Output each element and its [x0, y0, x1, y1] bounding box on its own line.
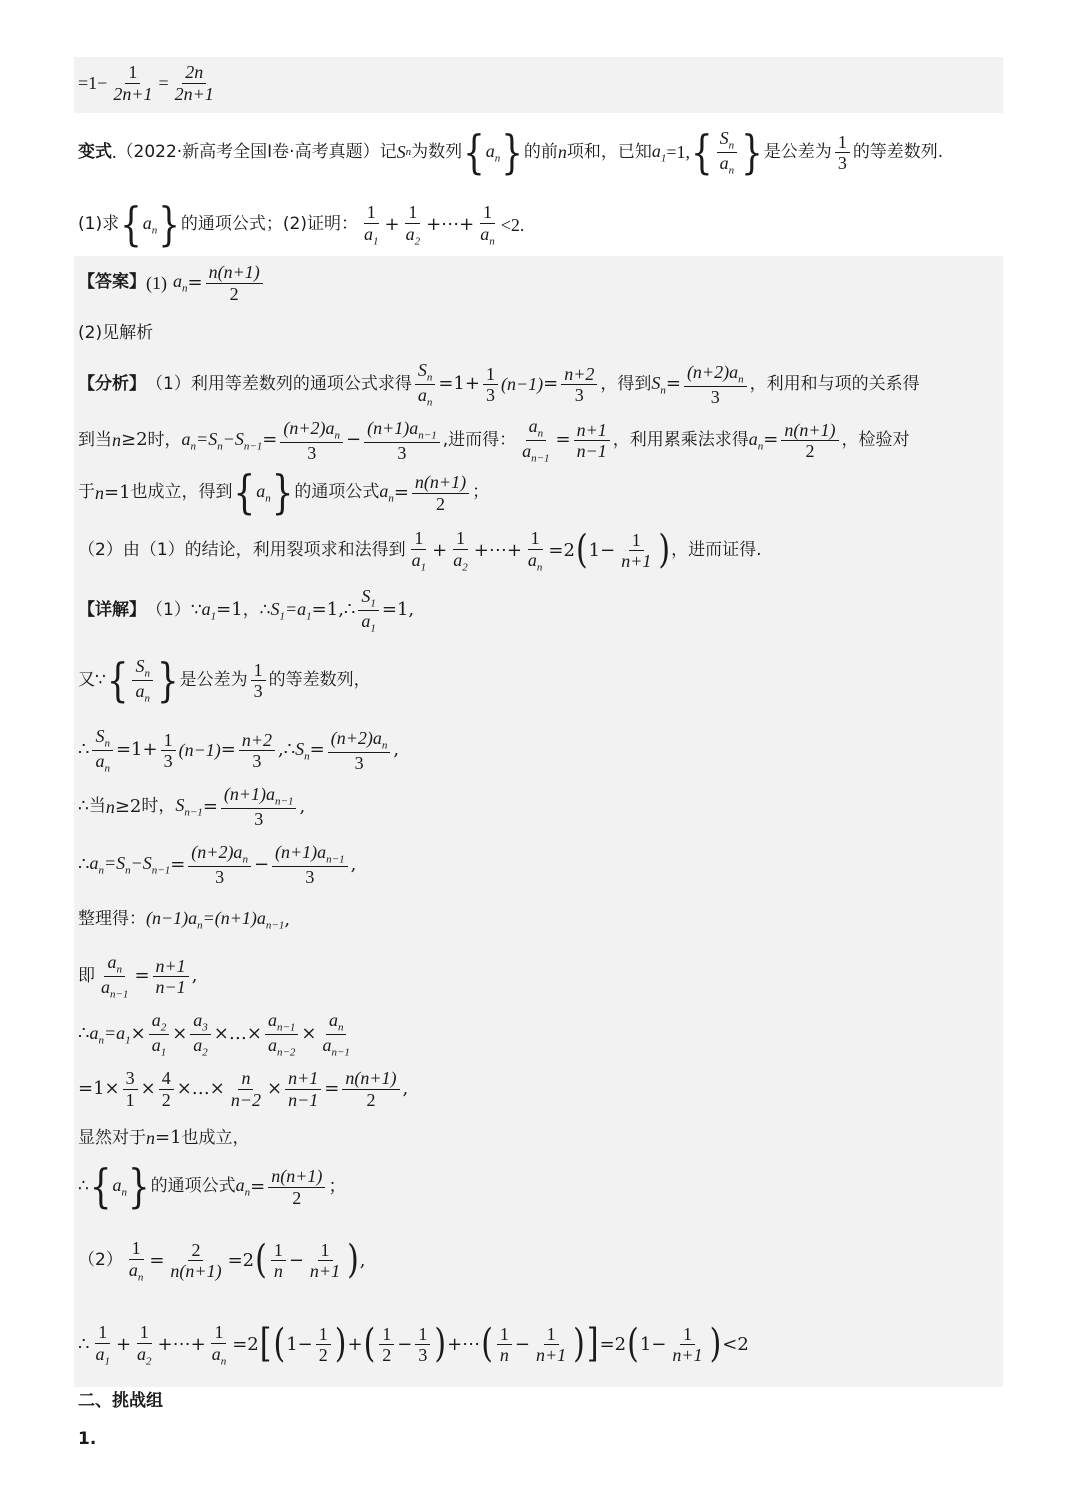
detail-line5: ∴ $a_n=S_n-S_{n-1}$ = $\frac{(n+2)a_n}{3}$ − $\frac{(n+1)a_{n-1}}{3}$ ,: [78, 842, 357, 888]
variant-problem: 变式 . （2022·新高考全国Ⅰ卷·高考真题） 记 S n 为数列 { $a_n$ } 的前 n 项和，已知 $a_1$ =1, { $\frac{S_n}{a_n}$ } 是公差为 $\frac{1}{3}$ 的等差数列.: [78, 125, 944, 180]
analysis-label: 【分析】: [78, 373, 146, 394]
detail-line8: ∴ $a_n=a_1$ × $\frac{a_2}{a_1}$ × $\frac{a_3}{a_2}$ ×…× $\frac{a_{n-1}}{a_{n-2}}$ × $\frac{a_n}{a_{n-1}}$: [78, 1010, 350, 1059]
detail-line9: =1× $\frac{3}{1}$ × $\frac{4}{2}$ ×…× $\frac{n}{n-2}$ × $\frac{n+1}{n-1}$ = $\frac{n(n+1)}{2}$ ,: [78, 1068, 409, 1110]
fraction: $\frac{1}{2n+1}$: [113, 62, 153, 104]
detail-line3: ∴ $\frac{S_n}{a_n}$ =1+ $\frac{1}{3}$ (n−1) = $\frac{n+2}{3}$ ,∴ $S_n$ = $\frac{(n+2)a_n}{3}$ ,: [78, 726, 400, 775]
detail-line7: 即 $\frac{a_n}{a_{n-1}}$ = $\frac{n+1}{n-1}$ ,: [78, 952, 198, 1001]
variant-label: 变式: [78, 141, 112, 162]
fraction: $\frac{2n}{2n+1}$: [174, 62, 214, 104]
detail-line4: ∴当 n ≥2 时， $S_{n-1}$ = $\frac{(n+1)a_{n-1}}{3}$ ,: [78, 784, 306, 830]
analysis-line1: 【分析】 （1）利用等差数列的通项公式求得 $\frac{S_n}{a_n}$ =1+ $\frac{1}{3}$ (n−1) = $\frac{n+2}{3}$ ，得到 $S_n$ = $\frac{(n+2)a_n}{3}$ ，利用和与项的关系得: [78, 360, 920, 409]
detail-line2: 又∵ { $\frac{S_n}{a_n}$ } 是公差为 $\frac{1}{3}$ 的等差数列，: [78, 653, 371, 708]
detail-label: 【详解】: [78, 599, 146, 620]
question-parts: (1)求 { $a_n$ } 的通项公式；(2)证明： $\frac{1}{a_1}$ + $\frac{1}{a_2}$ +⋯+ $\frac{1}{a_n}$ <2.: [78, 197, 525, 252]
detail-line11: ∴ { $a_n$ } 的通项公式 $a_n$ = $\frac{n(n+1)}{2}$ ；: [78, 1160, 347, 1215]
eq-prefix: =1−: [78, 72, 108, 93]
answer-part2: (2)见解析: [78, 323, 154, 343]
detail-line6: 整理得： $(n-1)a_n=(n+1)a_{n-1}$ ,: [78, 908, 291, 932]
detail-line13: ∴ $\frac{1}{a_1}$ + $\frac{1}{a_2}$ +⋯+ $\frac{1}{a_n}$ =2 [ ( 1− $\frac{1}{2}$ ) + ( $\frac{1}{2}$ − $\frac{1}{3}$ ) +⋯ ( $\frac{1}{n}$ − $\frac{1}{n+1}$ ) ] =2 ( 1− $\frac{1}{n+1}$ ) <2: [78, 1321, 749, 1368]
top-equation: =1− $\frac{1}{2n+1}$ = $\frac{2n}{2n+1}$: [78, 62, 220, 104]
answer-label: 【答案】: [78, 272, 146, 293]
detail-line10: 显然对于 n =1 也成立，: [78, 1127, 250, 1148]
analysis-line4: （2）由（1）的结论，利用裂项求和法得到 $\frac{1}{a_1}$ + $\frac{1}{a_2}$ +⋯+ $\frac{1}{a_n}$ =2 ( 1− $\frac{1}{n+1}$ ) ，进而证得.: [78, 527, 762, 574]
detail-line12: （2） $\frac{1}{a_n}$ = $\frac{2}{n(n+1)}$ =2 ( $\frac{1}{n}$ − $\frac{1}{n+1}$ ) ,: [78, 1237, 366, 1284]
answer-line: 【答案】 (1) $a_n$ = $\frac{n(n+1)}{2}$: [78, 262, 266, 304]
detail-line1: 【详解】 （1）∵ $a_1$ =1 ，∴ $S_1=a_1$ =1,∴ $\frac{S_1}{a_1}$ =1,: [78, 586, 415, 635]
problem-source: （2022·新高考全国Ⅰ卷·高考真题）: [116, 141, 380, 162]
analysis-line3: 于 n =1 也成立，得到 { $a_n$ } 的通项公式 $a_n$ = $\frac{n(n+1)}{2}$ ；: [78, 466, 490, 521]
section-heading: 二、挑战组: [78, 1391, 163, 1411]
analysis-line2: 到当 n ≥2 时， $a_n=S_n-S_{n-1}$ = $\frac{(n+2)a_n}{3}$ − $\frac{(n+1)a_{n-1}}{3}$ ,进而得： $\frac{a_n}{a_{n-1}}$ = $\frac{n+1}{n-1}$ ，利用累乘法求得 $a_n$ = $\frac{n(n+1)}{2}$ ，检验对: [78, 416, 910, 465]
item-number: 1.: [78, 1429, 97, 1449]
